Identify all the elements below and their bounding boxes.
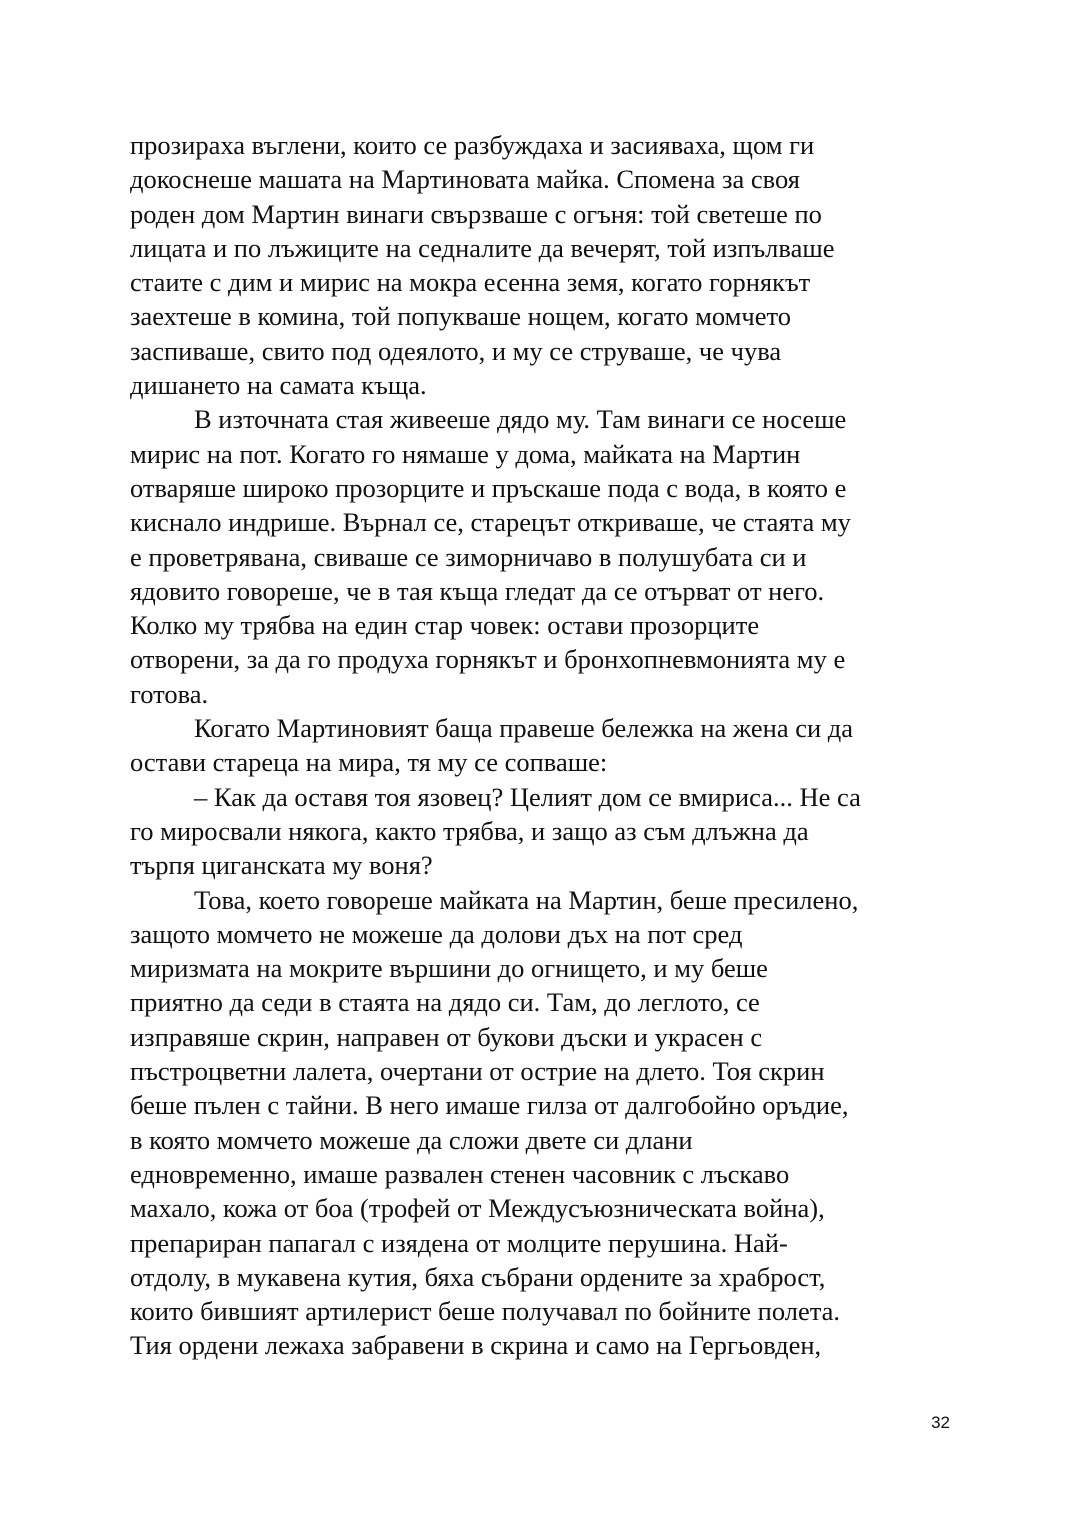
text-line: В източната стая живееше дядо му. Там винаги се носеше xyxy=(194,404,847,435)
text-line: Това, което говореше майката на Мартин, беше пресилено, xyxy=(194,884,859,915)
text-line: го миросвали някога, както трябва, и защо аз съм длъжна да xyxy=(130,815,809,846)
text-line: едновременно, имаше развален стенен часовник с лъскаво xyxy=(130,1158,790,1189)
text-line: отворени, за да го продуха горнякът и бронхопневмонията му е xyxy=(130,644,846,675)
text-line: изправяше скрин, направен от букови дъски и украсен с xyxy=(130,1021,763,1052)
text-line: пъстроцветни лалета, очертани от острие на длето. Тоя скрин xyxy=(130,1056,825,1087)
text-line: беше пълен с тайни. В него имаше гилза от далгобойно оръдие, xyxy=(130,1090,849,1121)
text-line: прозираха въглени, които се разбуждаха и засияваха, щом ги xyxy=(130,130,815,160)
text-line: киснало индрише. Върнал се, старецът откриваше, че стаята му xyxy=(130,507,851,538)
text-line: отдолу, в мукавена кутия, бяха събрани ордените за храброст, xyxy=(130,1261,826,1292)
text-line: махало, кожа от боа (трофей от Междусъюзническата война), xyxy=(130,1193,825,1224)
text-line: е проветрявана, свиваше се зиморничаво в полушубата си и xyxy=(130,541,807,572)
text-line: стаите с дим и мирис на мокра есенна земя, когато горнякът xyxy=(130,267,811,298)
text-line: приятно да седи в стаята на дядо си. Там, до леглото, се xyxy=(130,987,760,1018)
body-text xyxy=(130,128,990,1363)
text-line: готова. xyxy=(130,678,209,709)
text-line: в която момчето можеше да сложи двете си длани xyxy=(130,1124,693,1155)
text-line: роден дом Мартин винаги свързваше с огъня: той светеше по xyxy=(130,198,822,229)
text-line: Колко му трябва на един стар човек: остави прозорците xyxy=(130,610,760,641)
text-line: заехтеше в комина, той попукваше нощем, когато момчето xyxy=(130,301,791,332)
text-line: заспиваше, свито под одеялото, и му се струваше, че чува xyxy=(130,335,782,366)
text-line: отваряше широко прозорците и пръскаше пода с вода, в която е xyxy=(130,472,847,503)
text-line: защото момчето не можеше да долови дъх на пот сред xyxy=(130,918,743,949)
text-line: които бившият артилерист беше получавал по бойните полета. xyxy=(130,1296,841,1327)
text-line: мирис на пот. Когато го нямаше у дома, майката на Мартин xyxy=(130,438,801,469)
text-line: Когато Мартиновият баща правеше бележка на жена си да xyxy=(194,713,854,744)
text-line: препариран папагал с изядена от молците перушина. Най- xyxy=(130,1227,788,1258)
text-line: дишането на самата къща. xyxy=(130,370,427,401)
text-line: Тия ордени лежаха забравени в скрина и само на Гергьовден, xyxy=(130,1330,822,1361)
text-line: лицата и по лъжиците на седналите да вечерят, той изпълваше xyxy=(130,232,835,263)
text-line: търпя циганската му воня? xyxy=(130,850,433,881)
text-line: ядовито говореше, че в тая къща гледат да се отърват от него. xyxy=(130,575,825,606)
text-line: – Как да оставя тоя язовец? Целият дом се вмириса... Не са xyxy=(194,781,861,812)
text-line: остави стареца на мира, тя му се сопваше: xyxy=(130,747,608,778)
text-line: докоснеше машата на Мартиновата майка. Спомена за своя xyxy=(130,164,800,195)
page-number: 32 xyxy=(931,1413,950,1432)
text-line: миризмата на мокрите вършини до огнището, и му беше xyxy=(130,953,768,984)
